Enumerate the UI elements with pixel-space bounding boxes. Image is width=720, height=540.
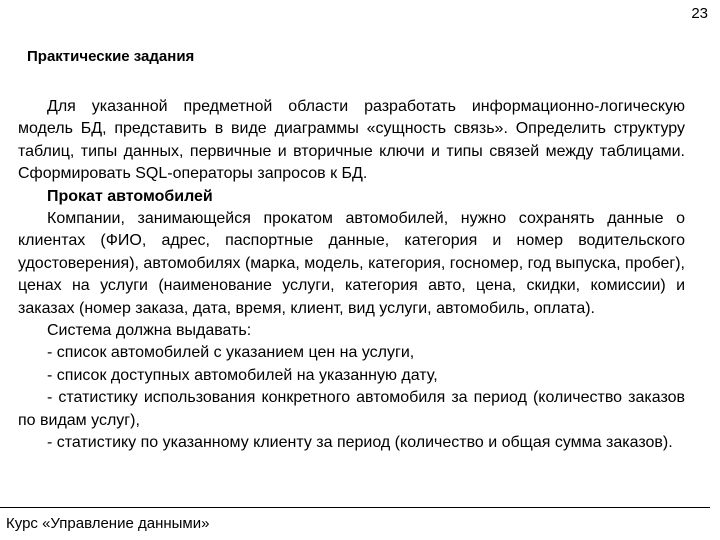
section-heading: Практические задания bbox=[27, 48, 195, 65]
requirement-item: - список автомобилей с указанием цен на услуги, bbox=[47, 344, 415, 362]
requirements-intro: Система должна выдавать: bbox=[47, 322, 252, 340]
description-paragraph: Компании, занимающейся прокатом автомобилей, нужно сохранять данные о клиентах (ФИО, адрес, паспортные данные, категория и номер водительского удостоверения), автомобилях (марка, модель, категория, госномер, год выпуска, пробег), ценах на услуги (наименование услуги, категория авто, цена, скидки, комиссии) и заказах (номер заказа, дата, время, клиент, вид услуги, автомобиль, оплата). bbox=[18, 210, 685, 317]
requirement-item: - статистику по указанному клиенту за период (количество и общая сумма заказов). bbox=[47, 434, 673, 452]
footer-course-title: Курс «Управление данными» bbox=[6, 515, 210, 532]
page-number: 23 bbox=[691, 5, 708, 22]
requirement-item: - список доступных автомобилей на указанную дату, bbox=[47, 366, 438, 384]
task-paragraph: Для указанной предметной области разработать информационно-логическую модель БД, представить в виде диаграммы «сущность связь». Определить структуру таблиц, типы данных, первичные и вторичные ключи и типы связей между таблицами. Сформировать SQL-операторы запросов к БД. bbox=[18, 98, 685, 183]
requirement-item: - статистику использования конкретного автомобиля за период (количество заказов по видам услуг), bbox=[18, 389, 685, 429]
footer-divider bbox=[0, 507, 710, 508]
task-body bbox=[18, 96, 685, 455]
subject-title: Прокат автомобилей bbox=[47, 187, 213, 205]
